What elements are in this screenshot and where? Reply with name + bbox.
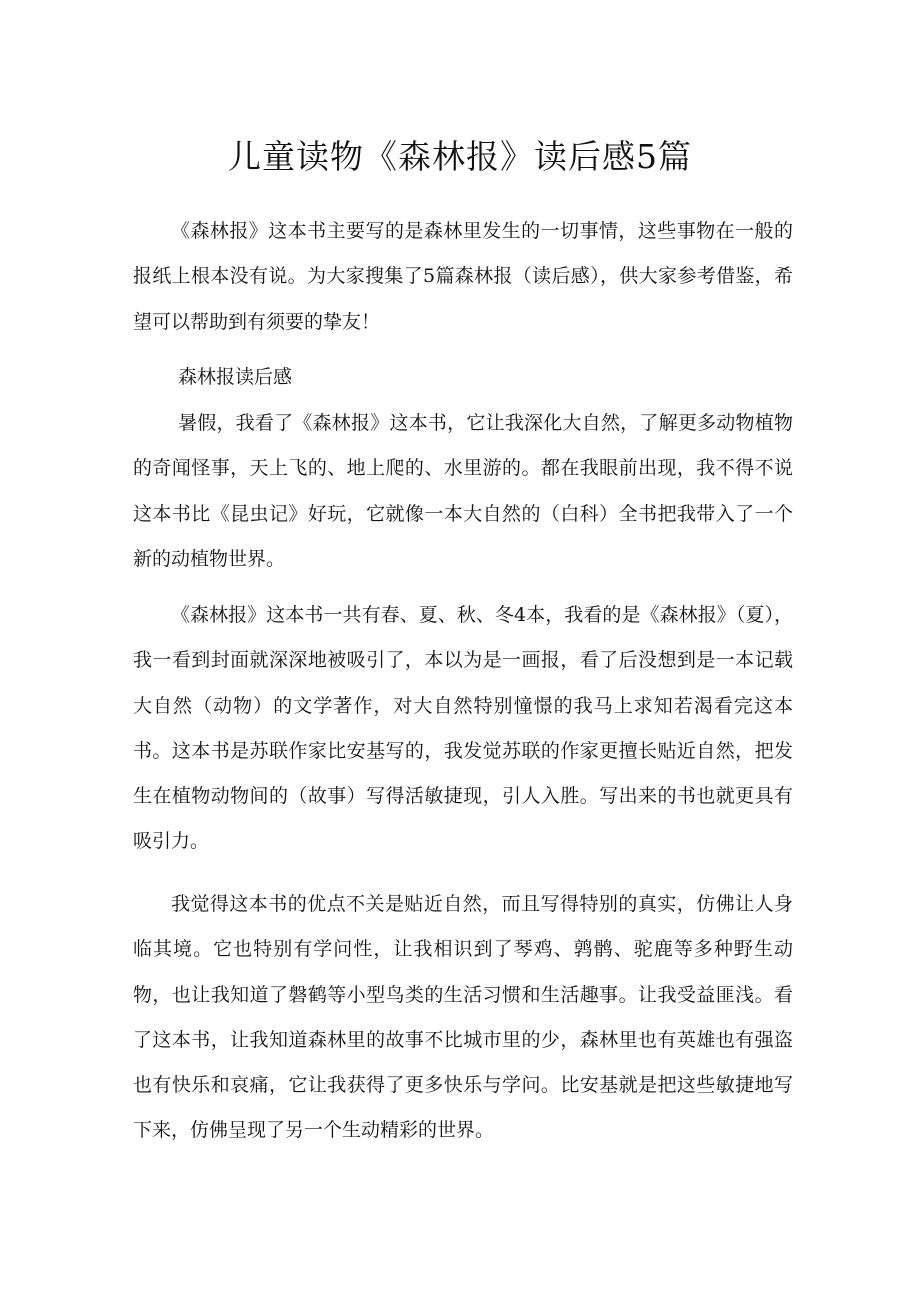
intro-paragraph: 《森林报》这本书主要写的是森林里发生的一切事情，这些事物在一般的报纸上根本没有说。为大家搜集了5篇森林报（读后感），供大家参考借鉴，希望可以帮助到有须要的挚友！ xyxy=(133,220,793,333)
document-title: 儿童读物《森林报》读后感5篇 xyxy=(228,137,692,176)
section-subheading: 森林报读后感 xyxy=(178,366,293,388)
body-paragraph-2: 《森林报》这本书一共有春、夏、秋、冬4本，我看的是《森林报》（夏），我一看到封面就深深地被吸引了，本以为是一画报，看了后没想到是一本记载大自然（动物）的文学著作，对大自然特别憧憬的我马上求知若渴看完这本书。这本书是苏联作家比安基写的，我发觉苏联的作家更擅长贴近自然，把发生在植物动物间的（故事）写得活敏捷现，引人入胜。写出来的书也就更具有吸引力。 xyxy=(133,604,793,853)
body-paragraph-3: 我觉得这本书的优点不关是贴近自然，而且写得特别的真实，仿佛让人身临其境。它也特别有学问性，让我相识到了琴鸡、鹑鹘、驼鹿等多种野生动物，也让我知道了磐鹤等小型鸟类的生活习惯和生活趣事。让我受益匪浅。看了这本书，让我知道森林里的故事不比城市里的少，森林里也有英雄也有强盗也有快乐和哀痛，它让我获得了更多快乐与学问。比安基就是把这些敏捷地写下来，仿佛呈现了另一个生动精彩的世界。 xyxy=(133,893,793,1142)
body-paragraph-1: 暑假，我看了《森林报》这本书，它让我深化大自然，了解更多动物植物的奇闻怪事，天上飞的、地上爬的、水里游的。都在我眼前出现，我不得不说这本书比《昆虫记》好玩，它就像一本大自然的（白科）全书把我带入了一个新的动植物世界。 xyxy=(133,412,793,570)
